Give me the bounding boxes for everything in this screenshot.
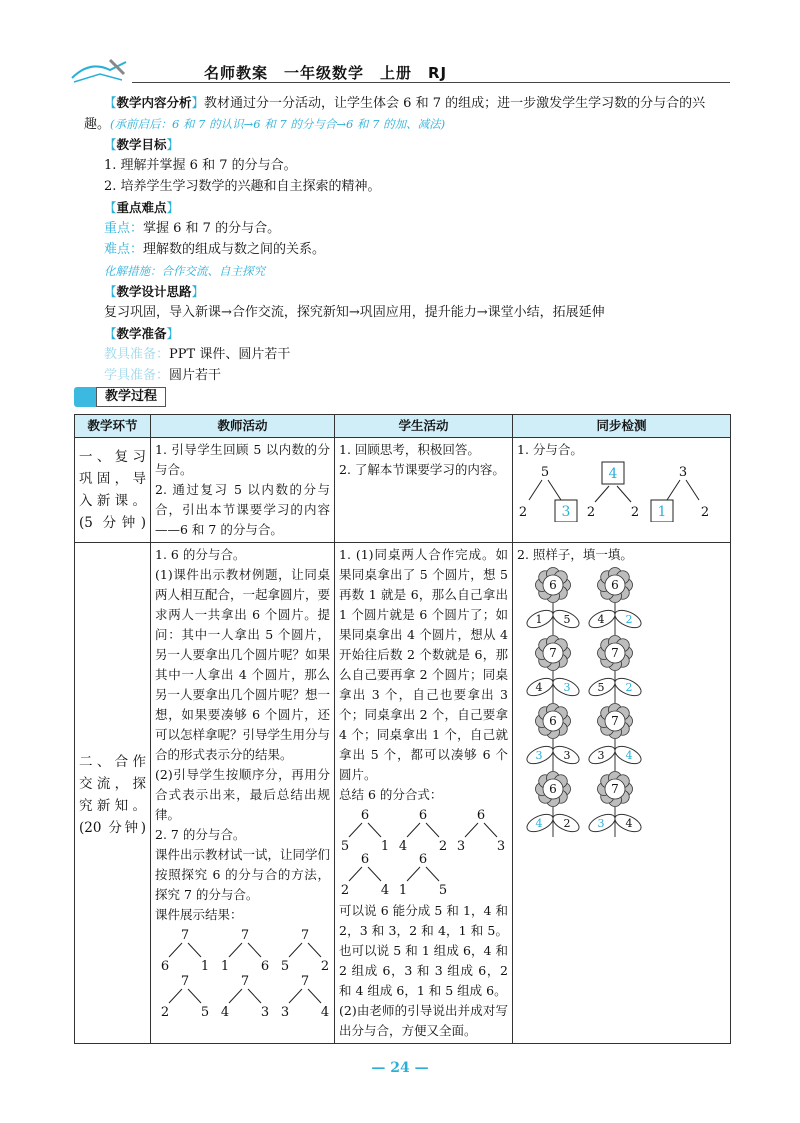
student-prep-line bbox=[104, 366, 221, 386]
tree-branch bbox=[426, 867, 439, 881]
flower-center-number: 7 bbox=[611, 714, 619, 728]
analysis-line-2 bbox=[84, 114, 445, 135]
left-leaf-number: 4 bbox=[535, 681, 543, 694]
flower-center-number: 7 bbox=[549, 646, 557, 660]
tree-branch bbox=[289, 989, 302, 1003]
flower-center-number: 6 bbox=[611, 578, 619, 592]
goal-item-2: 2. 培养学生学习数学的兴趣和自主探索的精神。 bbox=[104, 179, 381, 194]
tree-branch bbox=[308, 989, 321, 1003]
col-header-teacher: 教师活动 bbox=[151, 415, 335, 438]
tree-branch bbox=[686, 480, 699, 500]
tree-left-number: 3 bbox=[456, 839, 466, 854]
stage-text-2: 二、合作交流，探究新知。(20 分钟) bbox=[79, 754, 146, 836]
tree-left-number: 1 bbox=[398, 883, 408, 895]
tree-top-number: 6 bbox=[360, 808, 370, 823]
student-prep-text: 圆片若干 bbox=[169, 368, 222, 383]
tree-right-number: 1 bbox=[380, 839, 390, 854]
stage-cell-2 bbox=[75, 543, 151, 1044]
check-cell-2 bbox=[513, 543, 731, 1044]
tree-left-number: 5 bbox=[340, 839, 350, 854]
decomposition-exercise bbox=[517, 460, 725, 522]
tree-top-number: 5 bbox=[540, 465, 550, 480]
col-header-stage: 教学环节 bbox=[75, 415, 151, 438]
tree-branch bbox=[667, 480, 680, 500]
tree-right-number: 5 bbox=[438, 883, 448, 895]
tree-branch bbox=[308, 943, 321, 957]
tree-right-number: 2 bbox=[700, 505, 710, 520]
focus-label: 重点： bbox=[104, 221, 144, 236]
teacher-line: (2)引导学生按顺序分，再用分合式表示出来，最后总结出规律。 bbox=[155, 767, 330, 822]
difficulty-text: 理解数的组成与数之间的关系。 bbox=[143, 242, 326, 257]
tree-branch bbox=[465, 823, 478, 837]
tree-top-number: 3 bbox=[678, 465, 688, 480]
flower-center-number: 7 bbox=[611, 646, 619, 660]
right-leaf-number: 4 bbox=[625, 749, 633, 762]
flower-center-number: 6 bbox=[549, 714, 557, 728]
tree-left-number: 2 bbox=[586, 505, 596, 520]
pen-book-icon bbox=[70, 56, 130, 84]
header-title: 名师教案 一年级数学 上册 RJ bbox=[204, 64, 448, 82]
tree-top-number: 6 bbox=[360, 852, 370, 867]
check-cell-1 bbox=[513, 438, 731, 543]
left-leaf-number: 3 bbox=[597, 749, 605, 762]
right-leaf-number: 3 bbox=[563, 749, 571, 762]
tree-right-number: 2 bbox=[320, 959, 330, 974]
process-label: 教学过程 bbox=[96, 387, 166, 407]
flower bbox=[524, 704, 581, 772]
left-leaf-number: 5 bbox=[597, 681, 605, 694]
tree-top-number: 7 bbox=[240, 928, 250, 943]
col-header-check: 同步检测 bbox=[513, 415, 731, 438]
flower-center-number: 7 bbox=[611, 782, 619, 796]
stage-cell-1 bbox=[75, 438, 151, 543]
teacher-line: (1)课件出示教材例题，让同桌两人相互配合，一起拿圆片，要求两人一共拿出 6 个圆片。提问：其中一人拿出 5 个圆片，另一人要拿出几个圆片呢？如果其中一人拿出 4 个圆片，那么另一人要拿出几个圆片呢？想一想，如果要凑够 6 个圆片，还可以怎样拿呢？引导学生用分与合的形式表示分的结果。 bbox=[155, 567, 331, 762]
teacher-line: 课件展示结果： bbox=[155, 907, 243, 922]
prep-tag: 【教学准备】 bbox=[104, 326, 180, 341]
col-header-student: 学生活动 bbox=[335, 415, 513, 438]
teacher-line: 课件出示教材试一试，让同学们按照探究 6 的分与合的方法，探究 7 的分与合。 bbox=[155, 847, 331, 902]
flower bbox=[524, 636, 581, 704]
design-tag: 【教学设计思路】 bbox=[104, 284, 205, 299]
tree-top-number: 7 bbox=[180, 928, 190, 943]
analysis-text-2: 趣。 bbox=[84, 117, 111, 132]
tree-top-number: 6 bbox=[476, 808, 486, 823]
goal-item-1: 1. 理解并掌握 6 和 7 的分与合。 bbox=[104, 158, 297, 173]
table-header-row bbox=[75, 415, 731, 438]
tree-right-number: 5 bbox=[200, 1005, 210, 1017]
analysis-text-1: 教材通过分一分活动，让学生体会 6 和 7 的组成；进一步激发学生学习数的分与合的兴 bbox=[204, 96, 706, 111]
tree-right-number: 6 bbox=[260, 959, 270, 974]
teacher-line: 2. 7 的分与合。 bbox=[155, 827, 246, 842]
tree-branch bbox=[407, 823, 420, 837]
left-leaf-number: 3 bbox=[535, 749, 543, 762]
focus-text: 掌握 6 和 7 的分与合。 bbox=[143, 221, 281, 236]
tree-branch bbox=[289, 943, 302, 957]
stage-text-1: 一、复习巩固，导入新课。(5 分钟) bbox=[79, 449, 146, 531]
right-leaf-number: 3 bbox=[563, 681, 571, 694]
tree-right-number: 2 bbox=[630, 505, 640, 520]
tree-branch bbox=[169, 943, 182, 957]
tree-right-number: 4 bbox=[380, 883, 390, 895]
tree-top-number: 6 bbox=[418, 808, 428, 823]
difficulty-line bbox=[104, 240, 325, 260]
left-leaf-number: 4 bbox=[535, 817, 543, 830]
tree-branch bbox=[368, 867, 381, 881]
page-header bbox=[70, 54, 730, 84]
tree-left-number: 2 bbox=[160, 1005, 170, 1017]
tree-top-number: 7 bbox=[300, 974, 310, 989]
tree-branch bbox=[529, 480, 542, 500]
table-row bbox=[75, 438, 731, 543]
right-leaf-number: 2 bbox=[625, 613, 633, 626]
seven-decomposition-trees bbox=[155, 925, 331, 1017]
resolve-note: 化解措施：合作交流、自主探究 bbox=[104, 264, 265, 278]
flower bbox=[586, 568, 643, 636]
design-text: 复习巩固，导入新课→合作交流，探究新知→巩固应用，提升能力→课堂小结，拓展延伸 bbox=[104, 305, 605, 320]
flower-exercise bbox=[517, 565, 725, 837]
teacher-text-1: 1. 引导学生回顾 5 以内数的分与合。 2. 通过复习 5 以内数的分与合，引出本节课要学习的内容——6 和 7 的分与合。 bbox=[155, 442, 330, 537]
tree-left-number: 2 bbox=[340, 883, 350, 895]
analysis-line-1 bbox=[104, 93, 705, 114]
tree-branch bbox=[229, 989, 242, 1003]
flower bbox=[586, 772, 643, 838]
tree-right-number: 3 bbox=[496, 839, 506, 854]
tree-branch bbox=[349, 823, 362, 837]
flower-center-number: 6 bbox=[549, 782, 557, 796]
student-line: 总结 6 的分合式： bbox=[339, 787, 443, 802]
right-leaf-number: 5 bbox=[563, 613, 571, 626]
tree-branch bbox=[368, 823, 381, 837]
tree-right-number: 1 bbox=[200, 959, 210, 974]
flower bbox=[586, 704, 643, 772]
goals-tag: 【教学目标】 bbox=[104, 137, 180, 152]
tree-left-number: 1 bbox=[220, 959, 230, 974]
tree-top-number: 7 bbox=[180, 974, 190, 989]
tree-branch bbox=[426, 823, 439, 837]
tree-branch bbox=[229, 943, 242, 957]
teacher-cell-1 bbox=[151, 438, 335, 543]
focus-line bbox=[104, 219, 280, 239]
tree-branch bbox=[595, 486, 609, 502]
student-cell-2 bbox=[335, 543, 513, 1044]
analysis-tag: 【教学内容分析】 bbox=[104, 95, 205, 110]
teacher-prep-text: PPT 课件、圆片若干 bbox=[169, 347, 291, 362]
tree-left-number: 5 bbox=[280, 959, 290, 974]
tree-top-number: 7 bbox=[240, 974, 250, 989]
analysis-note: (承前启后：6 和 7 的认识→6 和 7 的分与合→6 和 7 的加、减法) bbox=[110, 117, 446, 131]
difficulty-label: 难点： bbox=[104, 242, 144, 257]
check-title-2: 2. 照样子，填一填。 bbox=[517, 547, 633, 562]
left-leaf-number: 4 bbox=[597, 613, 605, 626]
flower bbox=[524, 772, 581, 838]
tree-left-number: 4 bbox=[398, 839, 408, 854]
tree-left-number: 4 bbox=[220, 1005, 230, 1017]
student-prep-label: 学具准备： bbox=[104, 368, 170, 383]
right-leaf-number: 4 bbox=[625, 817, 633, 830]
table-row bbox=[75, 543, 731, 1044]
right-leaf-number: 2 bbox=[625, 681, 633, 694]
flower bbox=[586, 636, 643, 704]
right-leaf-number: 2 bbox=[563, 817, 571, 830]
tree-branch bbox=[169, 989, 182, 1003]
tree-right-number: 2 bbox=[438, 839, 448, 854]
tree-right-number: 3 bbox=[260, 1005, 270, 1017]
tree-left-number: 3 bbox=[280, 1005, 290, 1017]
teacher-cell-2 bbox=[151, 543, 335, 1044]
six-decomposition-trees bbox=[339, 805, 509, 895]
teacher-line: 1. 6 的分与合。 bbox=[155, 547, 246, 562]
tree-right-number: 4 bbox=[320, 1005, 330, 1017]
tree-left-number: 6 bbox=[160, 959, 170, 974]
student-line: (2)由老师的引导说出并成对写出分与合，方便又全面。 bbox=[339, 1003, 508, 1038]
tree-branch bbox=[484, 823, 497, 837]
page-number: — 24 — bbox=[371, 1060, 429, 1076]
student-line: 1. (1)同桌两人合作完成。如果同桌拿出了 5 个圆片，想 5 再数 1 就是 6，那么自己拿出 1 个圆片就是 6 个圆片了；如果同桌拿出 4 个圆片，想从 4 开始往后数 2 个数就是 6，那么自己要再拿 2 个圆片；同桌拿出 3 个，自己也要拿出 3 个；同桌拿出 2 个，自己要拿 4 个；同桌拿出 1 个，自己就拿出 5 个，都可以凑够 6 个圆片。 bbox=[339, 547, 508, 782]
tree-branch bbox=[188, 989, 201, 1003]
tree-branch bbox=[188, 943, 201, 957]
flower bbox=[524, 568, 581, 636]
check-title-1: 1. 分与合。 bbox=[517, 442, 583, 457]
teacher-prep-label: 教具准备： bbox=[104, 347, 170, 362]
process-heading bbox=[74, 387, 186, 407]
tree-branch bbox=[617, 486, 631, 502]
tree-branch bbox=[248, 989, 261, 1003]
key-tag: 【重点难点】 bbox=[104, 200, 180, 215]
left-leaf-number: 1 bbox=[535, 613, 543, 626]
student-text-1: 1. 回顾思考，积极回答。 2. 了解本节课要学习的内容。 bbox=[339, 442, 505, 477]
header-rule bbox=[132, 82, 730, 83]
answer-number: 1 bbox=[657, 504, 667, 520]
tree-branch bbox=[407, 867, 420, 881]
answer-number: 4 bbox=[608, 466, 618, 482]
tree-top-number: 6 bbox=[418, 852, 428, 867]
left-leaf-number: 3 bbox=[597, 817, 605, 830]
tree-branch bbox=[248, 943, 261, 957]
student-line: 可以说 6 能分成 5 和 1，4 和 2，3 和 3，2 和 4，1 和 5。也可以说 5 和 1 组成 6，4 和 2 组成 6，3 和 3 组成 6，2 和 4 组成 6，1 和 5 组成 6。 bbox=[339, 903, 508, 998]
flower-center-number: 6 bbox=[549, 578, 557, 592]
tree-left-number: 2 bbox=[518, 505, 528, 520]
tree-branch bbox=[349, 867, 362, 881]
teacher-prep-line bbox=[104, 345, 290, 365]
tree-branch bbox=[548, 480, 561, 500]
answer-number: 3 bbox=[561, 504, 571, 520]
student-cell-1 bbox=[335, 438, 513, 543]
tree-top-number: 7 bbox=[300, 928, 310, 943]
lesson-table bbox=[74, 414, 731, 1044]
